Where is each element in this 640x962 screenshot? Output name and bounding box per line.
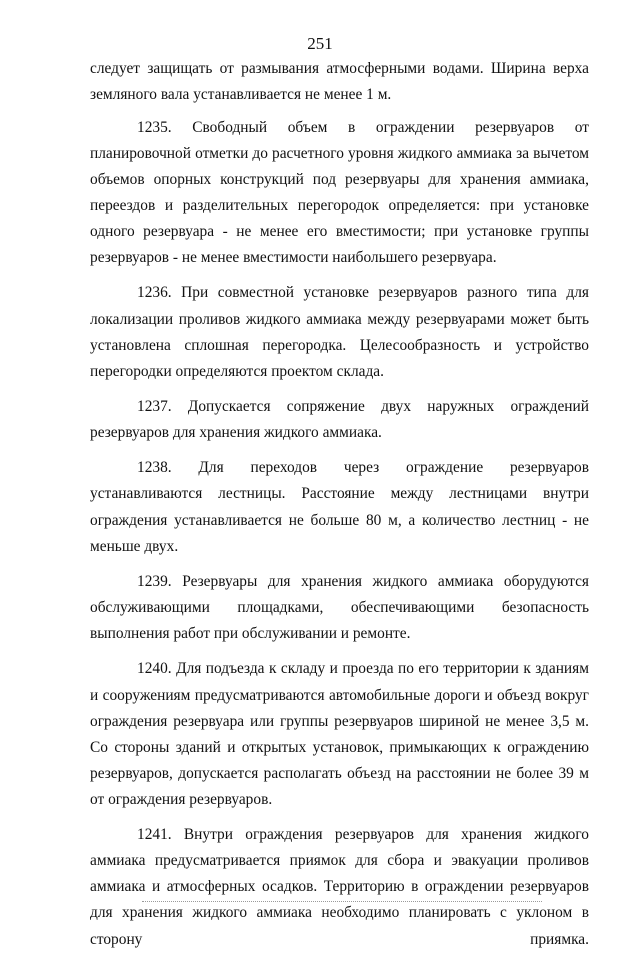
paragraph-1238: 1238. Для переходов через ограждение резервуаров устанавливаются лестницы. Расстояние между лестницами внутри ограждения устанавливается не больше 80 м, а количество лестниц - не меньше двух. [90, 459, 589, 555]
paragraph-continuation: следует защищать от размывания атмосферными водами. Ширина верха земляного вала устанавливается не менее 1 м. [90, 60, 589, 104]
paragraph-1241: 1241. Внутри ограждения резервуаров для хранения жидкого аммиака предусматривается приямок для сбора и эвакуации проливов аммиака и атмосферных осадков. Территорию в ограждении резервуаров для хранения жидкого аммиака необходимо планировать с уклоном в сторону приямка. [90, 826, 589, 948]
document-body [90, 56, 589, 962]
scan-bottom-edge [142, 901, 542, 904]
page-number: 251 [307, 34, 333, 53]
paragraph-1239: 1239. Резервуары для хранения жидкого аммиака оборудуются обслуживающими площадками, обеспечивающими безопасность выполнения работ при обслуживании и ремонте. [90, 572, 589, 643]
paragraph-1236: 1236. При совместной установке резервуаров разного типа для локализации проливов жидкого аммиака между резервуарами может быть установлена сплошная перегородка. Целесообразность и устройство перегородки определяются проектом склада. [90, 284, 589, 380]
paragraph-1240: 1240. Для подъезда к складу и проезда по его территории к зданиям и сооружениям предусматриваются автомобильные дороги и объезд вокруг ограждения резервуара или группы резервуаров шириной не менее 3,5 м. Со стороны зданий и открытых установок, примыкающих к ограждению резервуаров, допускается располагать объезд на расстоянии не более 39 м от ограждения резервуаров. [90, 660, 589, 808]
paragraph-1235: 1235. Свободный объем в ограждении резервуаров от планировочной отметки до расчетного уровня жидкого аммиака за вычетом объемов опорных конструкций под резервуары для хранения аммиака, переездов и разделительных перегородок определяется: при установке одного резервуара - не менее его вместимости; при установке группы резервуаров - не менее вместимости наибольшего резервуара. [90, 118, 589, 267]
paragraph-1237: 1237. Допускается сопряжение двух наружных ограждений резервуаров для хранения жидкого аммиака. [90, 398, 589, 442]
